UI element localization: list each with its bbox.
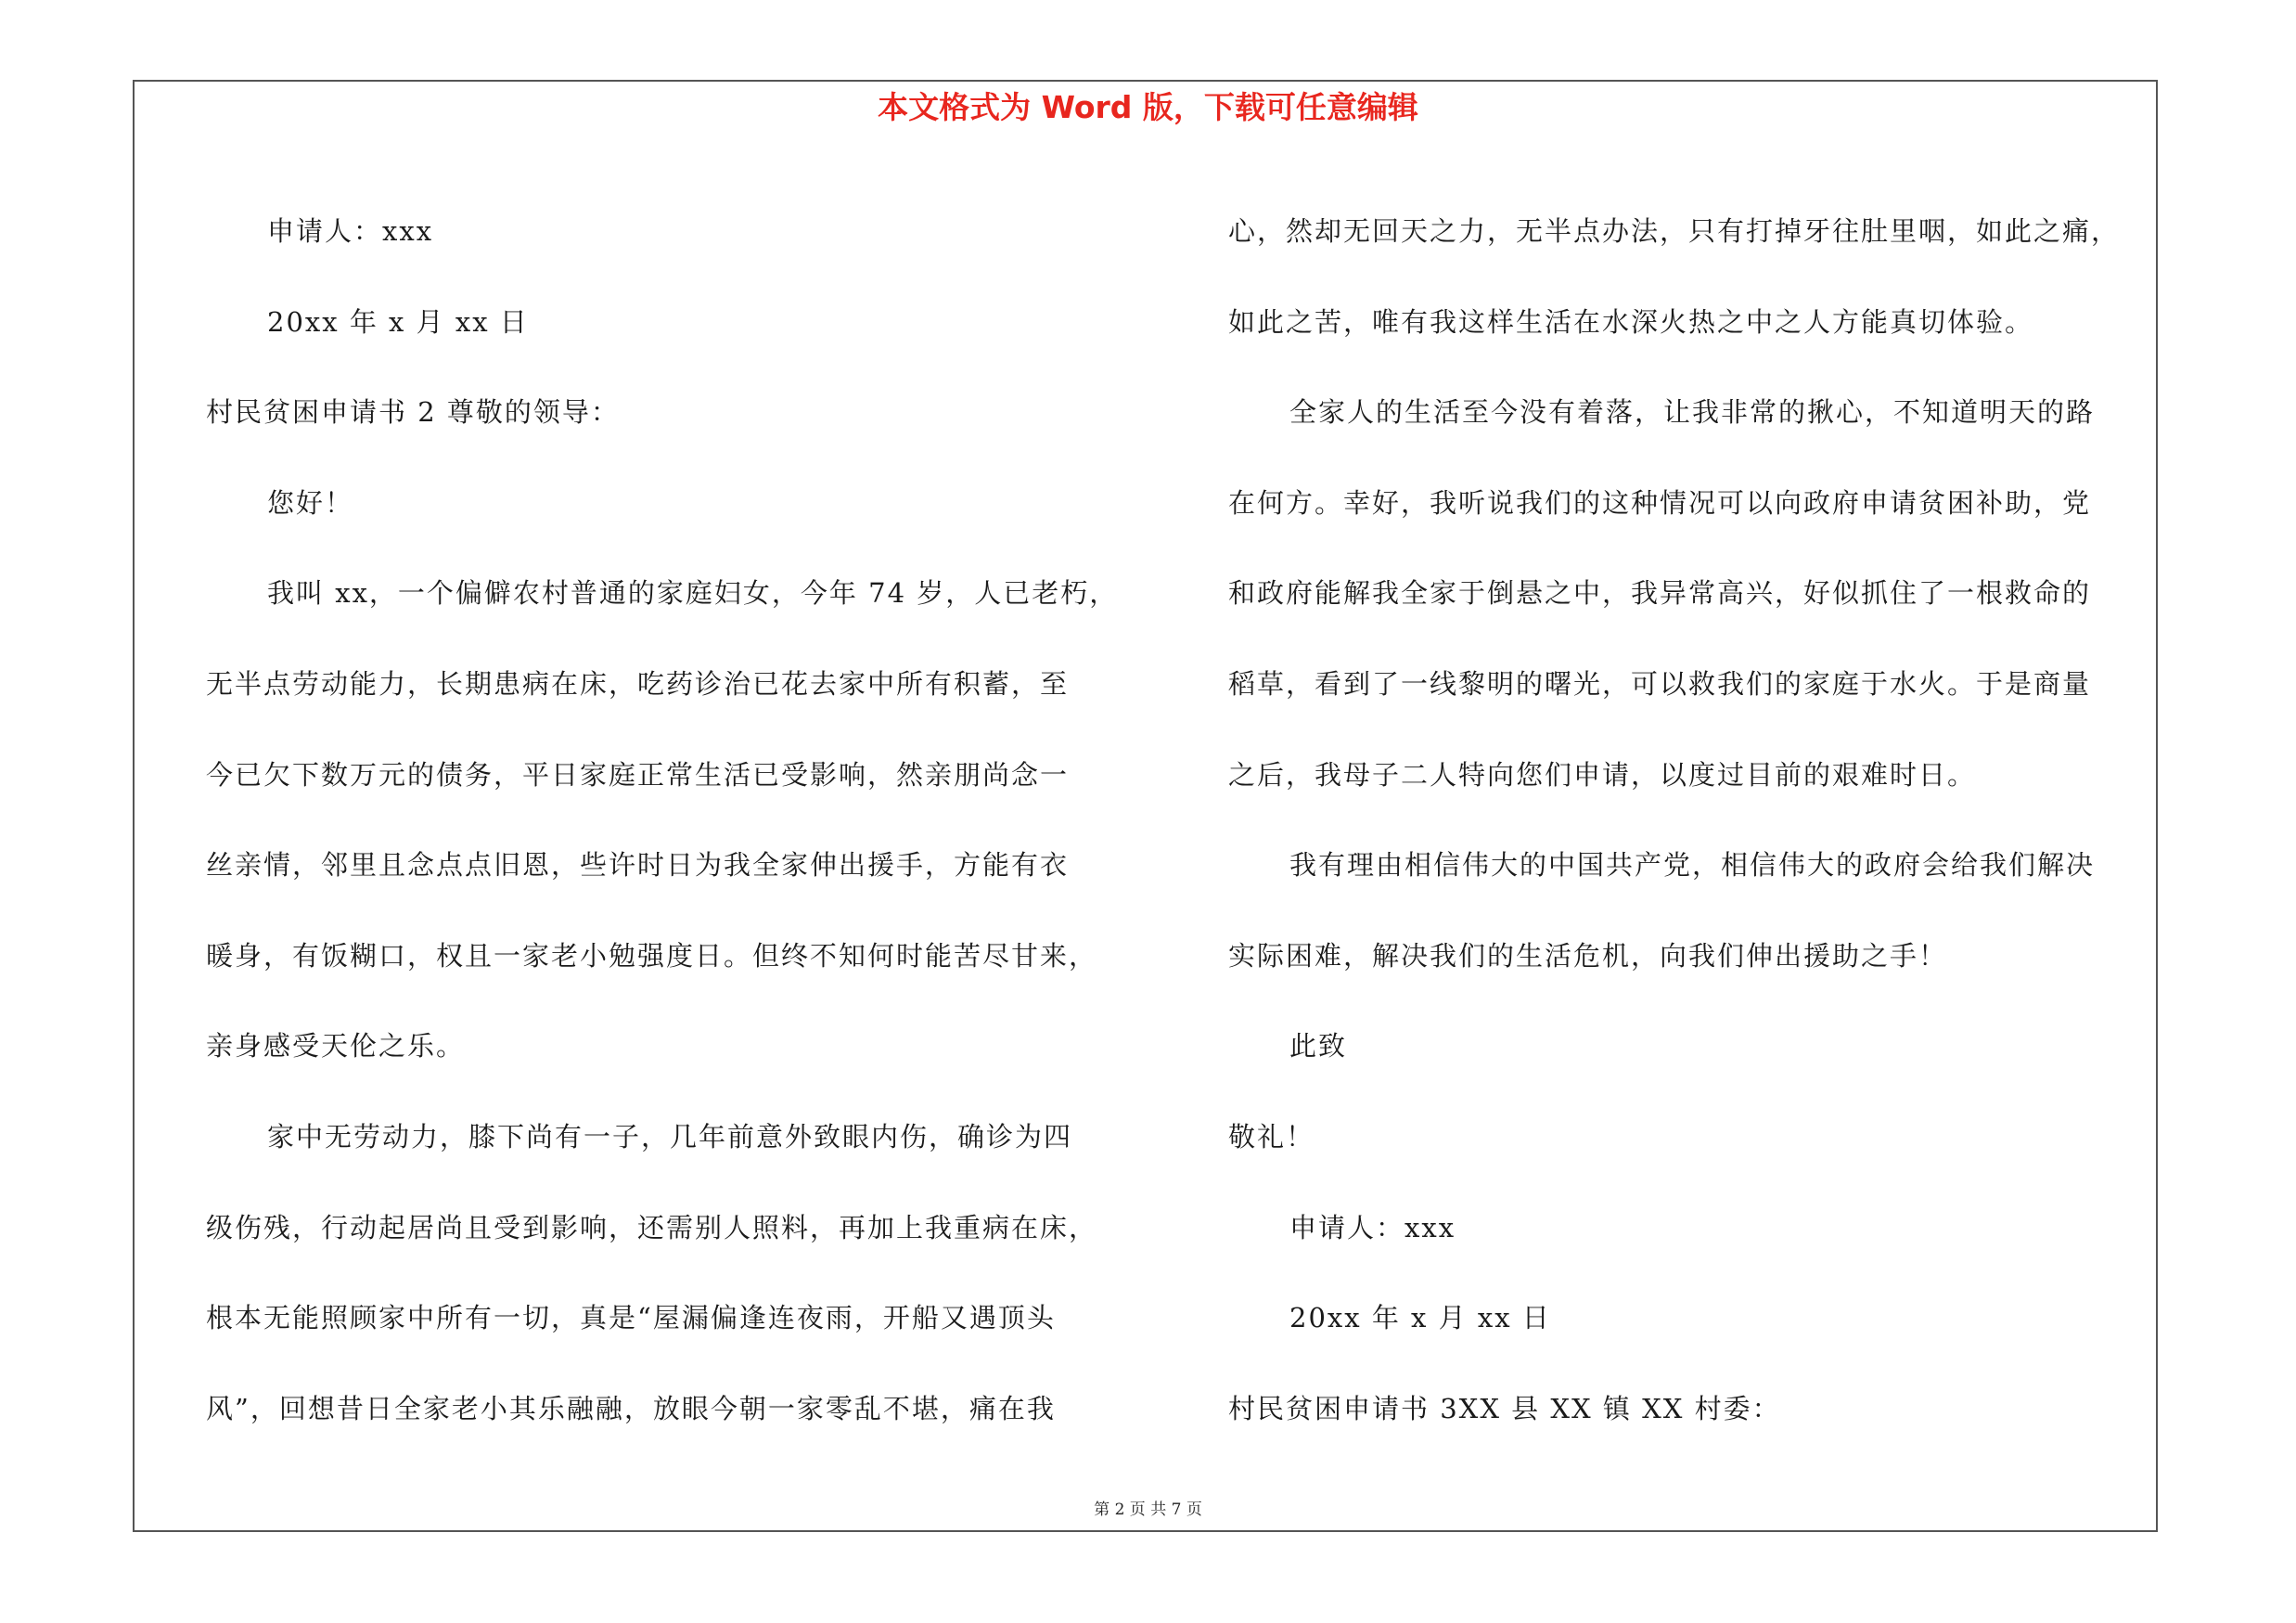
text-line: 实际困难，解决我们的生活危机，向我们伸出援助之手！ [1228, 939, 1948, 972]
text-line: 之后，我母子二人特向您们申请，以度过目前的艰难时日。 [1228, 758, 1977, 791]
left-column [206, 187, 1134, 1454]
text-line: 亲身感受天伦之乐。 [206, 1030, 466, 1063]
text-line: 村民贫困申请书 3XX 县 XX 镇 XX 村委： [1228, 1392, 1781, 1424]
text-line: 我叫 xx，一个偏僻农村普通的家庭妇女，今年 74 岁，人已老朽， [267, 577, 1119, 610]
text-line: 和政府能解我全家于倒悬之中，我异常高兴，好似抓住了一根救命的 [1228, 577, 2092, 610]
text-line: 20xx 年 x 月 xx 日 [1289, 1302, 1551, 1334]
right-column [1228, 187, 2184, 1454]
text-line: 暖身，有饭糊口，权且一家老小勉强度日。但终不知何时能苦尽甘来， [206, 939, 1098, 972]
text-line: 风”，回想昔日全家老小其乐融融，放眼今朝一家零乱不堪，痛在我 [206, 1392, 1056, 1424]
text-line: 根本无能照顾家中所有一切，真是“屋漏偏逢连夜雨，开船又遇顶头 [206, 1302, 1056, 1334]
text-line: 如此之苦，唯有我这样生活在水深火热之中之人方能真切体验。 [1228, 305, 2034, 338]
text-line: 20xx 年 x 月 xx 日 [267, 305, 529, 338]
text-line: 全家人的生活至今没有着落，让我非常的揪心，不知道明天的路 [1289, 396, 2096, 429]
page-number-footer: 第 2 页 共 7 页 [1094, 1501, 1202, 1519]
text-line: 在何方。幸好，我听说我们的这种情况可以向政府申请贫困补助，党 [1228, 486, 2092, 519]
text-line: 无半点劳动能力，长期患病在床，吃药诊治已花去家中所有积蓄，至 [206, 667, 1070, 700]
text-line: 稻草，看到了一线黎明的曙光，可以救我们的家庭于水火。于是商量 [1228, 667, 2092, 700]
text-line: 敬礼！ [1228, 1120, 1315, 1153]
text-line: 村民贫困申请书 2 尊敬的领导： [206, 396, 620, 429]
text-line: 此致 [1289, 1030, 1348, 1063]
text-line: 家中无劳动力，膝下尚有一子，几年前意外致眼内伤，确诊为四 [267, 1120, 1073, 1153]
text-line: 心，然却无回天之力，无半点办法，只有打掉牙往肚里咽，如此之痛， [1228, 215, 2121, 247]
text-line: 申请人：xxx [267, 215, 434, 247]
text-line: 丝亲情，邻里且念点点旧恩，些许时日为我全家伸出援手，方能有衣 [206, 849, 1070, 882]
text-line: 今已欠下数万元的债务，平日家庭正常生活已受影响，然亲朋尚念一 [206, 758, 1070, 791]
text-line: 您好！ [267, 486, 354, 519]
text-line: 我有理由相信伟大的中国共产党，相信伟大的政府会给我们解决 [1289, 849, 2096, 882]
text-line: 级伤残，行动起居尚且受到影响，还需别人照料，再加上我重病在床， [206, 1211, 1098, 1243]
text-line: 申请人：xxx [1289, 1211, 1456, 1243]
format-banner: 本文格式为 Word 版，下载可任意编辑 [878, 89, 1418, 125]
